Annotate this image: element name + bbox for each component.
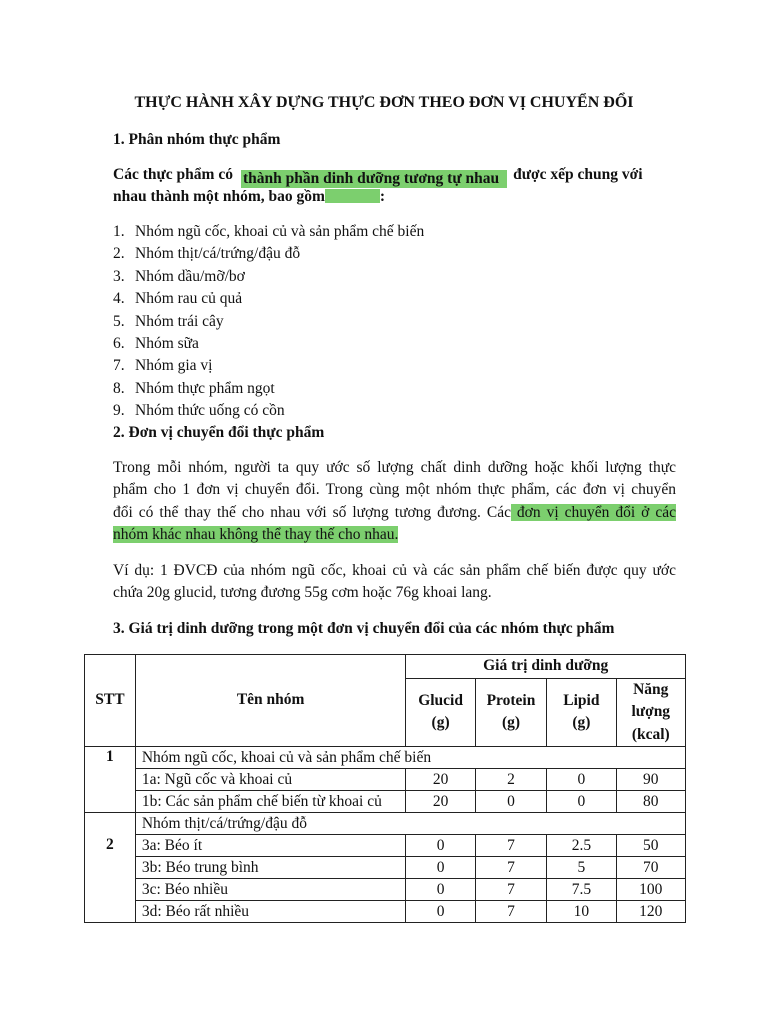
header-lipid: Lipid (g) [547,678,616,747]
example-paragraph [113,560,676,605]
paragraph-line: phẩm cho 1 đơn vị chuyển đổi. Trong cùng một nhóm thực phẩm, các đơn vị chuyển [113,481,676,499]
food-group-list [113,221,424,423]
conversion-paragraph [113,457,676,547]
list-item: 5. Nhóm trái cây [113,312,224,330]
group-name: Nhóm ngũ cốc, khoai củ và sản phẩm chế biến [135,747,685,769]
table-row [85,813,686,835]
redacted-highlight [325,189,380,203]
list-item: 4. Nhóm rau củ quả [113,290,243,308]
paragraph-line: đổi có thể thay thế cho nhau với số lượng tương đương. Các đơn vị chuyển đổi ở các [113,503,676,521]
table-row: 1a: Ngũ cốc và khoai củ 20 2 0 90 [85,769,686,791]
table-header-row [85,655,686,679]
section-1-heading: 1. Phân nhóm thực phẩm [113,131,281,148]
intro-text-c: nhau thành một nhóm, bao gồm [113,188,325,205]
intro-text-b: được xếp chung với [513,166,643,183]
header-stt: STT [85,655,136,747]
header-glucid: Glucid (g) [406,678,475,747]
group-name: Nhóm thịt/cá/trứng/đậu đỗ [135,813,685,835]
paragraph-line: Trong mỗi nhóm, người ta quy ước số lượng chất dinh dưỡng hoặc khối lượng thực [113,459,676,476]
page-title: THỰC HÀNH XÂY DỰNG THỰC ĐƠN THEO ĐƠN VỊ CHUYỂN ĐỔI [134,94,634,111]
nutrition-table [84,654,686,923]
intro-highlight: thành phần dinh dưỡng tương tự nhau [241,170,507,188]
table-row: 1b: Các sản phẩm chế biến từ khoai củ 20 0 0 80 [85,791,686,813]
list-item: 8. Nhóm thực phẩm ngọt [113,379,275,397]
table-row [85,747,686,769]
list-item: 2. Nhóm thịt/cá/trứng/đậu đỗ [113,245,301,263]
intro-text-a: Các thực phẩm có [113,166,233,183]
list-item: 6. Nhóm sữa [113,334,199,352]
header-nutrition-value: Giá trị dinh dưỡng [406,655,686,679]
table-row: 3a: Béo ít 0 7 2.5 50 [85,835,686,857]
list-item: 7. Nhóm gia vị [113,357,213,375]
highlighted-text: nhóm khác nhau không thể thay thế cho nhau. [113,526,399,544]
paragraph-line: Ví dụ: 1 ĐVCĐ của nhóm ngũ cốc, khoai củ và các sản phẩm chế biến được quy ước [113,562,676,579]
intro-line-1 [113,166,643,187]
group-stt: 1 [85,747,136,813]
table-row: 3c: Béo nhiều 0 7 7.5 100 [85,879,686,901]
list-item: 9. Nhóm thức uống có cồn [113,402,285,420]
group-stt: 2 [85,813,136,923]
header-energy: Năng lượng (kcal) [616,678,685,747]
header-protein: Protein (g) [475,678,546,747]
table-row: 3d: Béo rất nhiều 0 7 10 120 [85,901,686,923]
intro-line-2 [113,188,385,206]
paragraph-line: chứa 20g glucid, tương đương 55g cơm hoặc 76g khoai lang. [113,584,492,602]
list-item: 3. Nhóm dầu/mỡ/bơ [113,267,245,285]
section-3-heading: 3. Giá trị dinh dưỡng trong một đơn vị chuyển đổi của các nhóm thực phẩm [113,620,615,637]
section-2-heading: 2. Đơn vị chuyển đổi thực phẩm [113,424,325,441]
intro-text-d: : [379,188,386,205]
paragraph-line [113,524,676,546]
list-item: 1. Nhóm ngũ cốc, khoai củ và sản phẩm chế biến [113,223,425,240]
highlighted-text: đơn vị chuyển đổi ở các [510,503,676,521]
header-name: Tên nhóm [135,655,406,747]
table-row: 3b: Béo trung bình 0 7 5 70 [85,857,686,879]
